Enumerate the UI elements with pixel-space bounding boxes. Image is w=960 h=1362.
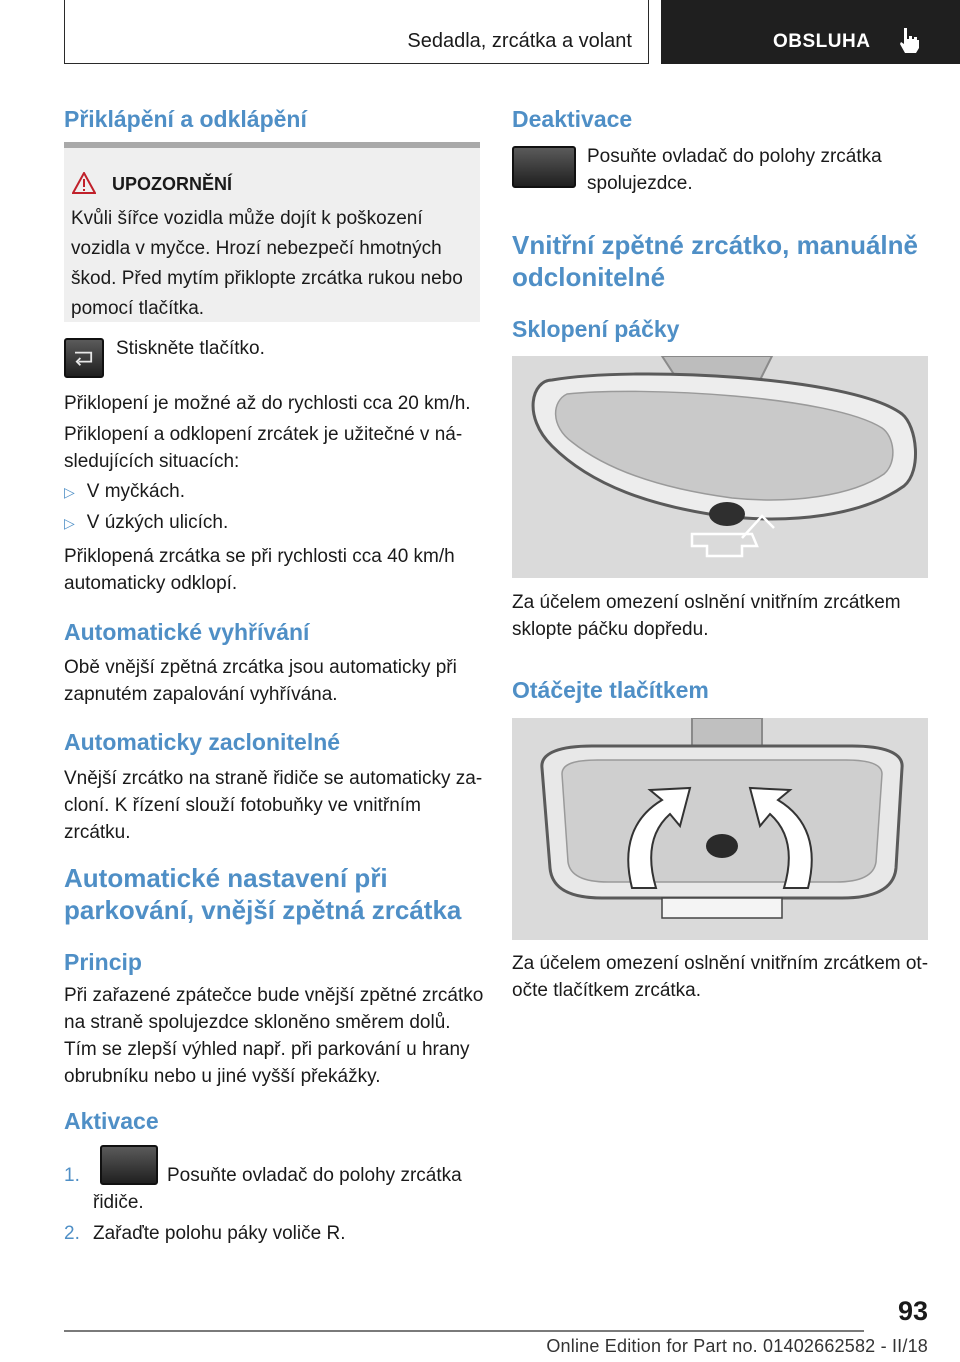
- bullet-triangle-icon: ▷: [64, 515, 75, 531]
- heading-deactivation: Deaktivace: [512, 106, 633, 132]
- heading-parking: Automatické nastavení při parkování, vnější zpětná zrcátka: [64, 863, 462, 925]
- warning-text: Kvůli šířce vozidla může dojít k poškození vozidla v myčce. Hrozí nebezpečí hmotných škod. Před mytím přiklopte zrcátka rukou nebo pomocí tlačítka.: [71, 208, 463, 319]
- footer-edition: Online Edition for Part no. 01402662582 - II/18: [546, 1336, 928, 1356]
- principle-text: Při zařazené zpátečce bude vnější zpětné zrcátko na straně spolujezdce skloněno směrem dolů. Tím se zlepší výhled např. při parkování u hrany obrubníku nebo u jiné vyšší překážky.: [64, 985, 484, 1087]
- header-section-box: [64, 0, 649, 64]
- unfold-auto-text: Přiklopená zrcátka se při rychlosti cca 40 km/h automaticky odklopí.: [64, 546, 455, 594]
- page-number: 93: [897, 1296, 928, 1326]
- mirror-switch-passenger-icon: [512, 146, 576, 188]
- knob-caption: Za účelem omezení oslnění vnitřním zrcátkem ot- očte tlačítkem zrcátka.: [512, 953, 929, 1001]
- step-2-text: Zařaďte polohu páky voliče R.: [93, 1223, 346, 1244]
- header-chapter-tab: [661, 0, 960, 64]
- heading-knob: Otáčejte tlačítkem: [512, 677, 709, 703]
- pointing-hand-icon: [895, 26, 923, 54]
- fold-useful-text: Přiklopení a odklopení zrcátek je užitečné v ná- sledujících situacích:: [64, 424, 463, 472]
- heading-lever: Sklopení páčky: [512, 316, 680, 342]
- mirror-knob-photo: [512, 718, 928, 940]
- warning-box: [64, 142, 480, 322]
- heading-inner-mirror: Vnitřní zpětné zrcátko, manuálně odclonitelné: [512, 230, 918, 292]
- lever-caption: Za účelem omezení oslnění vnitřním zrcátkem sklopte páčku dopředu.: [512, 592, 901, 640]
- heading-dimming: Automaticky zaclonitelné: [64, 729, 341, 755]
- heading-activation: Aktivace: [64, 1108, 159, 1134]
- footer-divider: [64, 1330, 864, 1332]
- step-1-text: Posuňte ovladač do polohy zrcátka: [167, 1165, 462, 1186]
- mirror-switch-driver-icon: [100, 1145, 158, 1185]
- warning-title: UPOZORNĚNÍ: [112, 174, 233, 194]
- bullet-triangle-icon: ▷: [64, 484, 75, 500]
- heading-fold-unfold: Přiklápění a odklápění: [64, 106, 307, 132]
- step-1: 1.: [64, 1165, 80, 1186]
- list-item: ▷ V myčkách.: [64, 481, 185, 502]
- press-button-text: Stiskněte tlačítko.: [116, 338, 265, 359]
- fold-button-icon: [64, 338, 104, 378]
- step-1-text-cont: řidiče.: [93, 1192, 144, 1213]
- dimming-text: Vnější zrcátko na straně řidiče se automaticky za- cloní. K řízení slouží fotobuňky ve vnitřním zrcátku.: [64, 768, 483, 843]
- header-section-title: Sedadla, zrcátka a volant: [407, 30, 632, 52]
- step-2: 2.: [64, 1223, 80, 1244]
- heating-text: Obě vnější zpětná zrcátka jsou automaticky při zapnutém zapalování vyhřívána.: [64, 657, 457, 705]
- fold-speed-text: Přiklopení je možné až do rychlosti cca 20 km/h.: [64, 393, 471, 414]
- list-item: ▷ V úzkých ulicích.: [64, 512, 229, 533]
- warning-triangle-icon: [72, 172, 96, 194]
- heading-heating: Automatické vyhřívání: [64, 619, 310, 645]
- deactivation-text: Posuňte ovladač do polohy zrcátka spolujezdce.: [587, 146, 882, 194]
- header-chapter-label: OBSLUHA: [773, 31, 871, 52]
- heading-principle: Princip: [64, 949, 142, 975]
- mirror-lever-photo: [512, 356, 928, 578]
